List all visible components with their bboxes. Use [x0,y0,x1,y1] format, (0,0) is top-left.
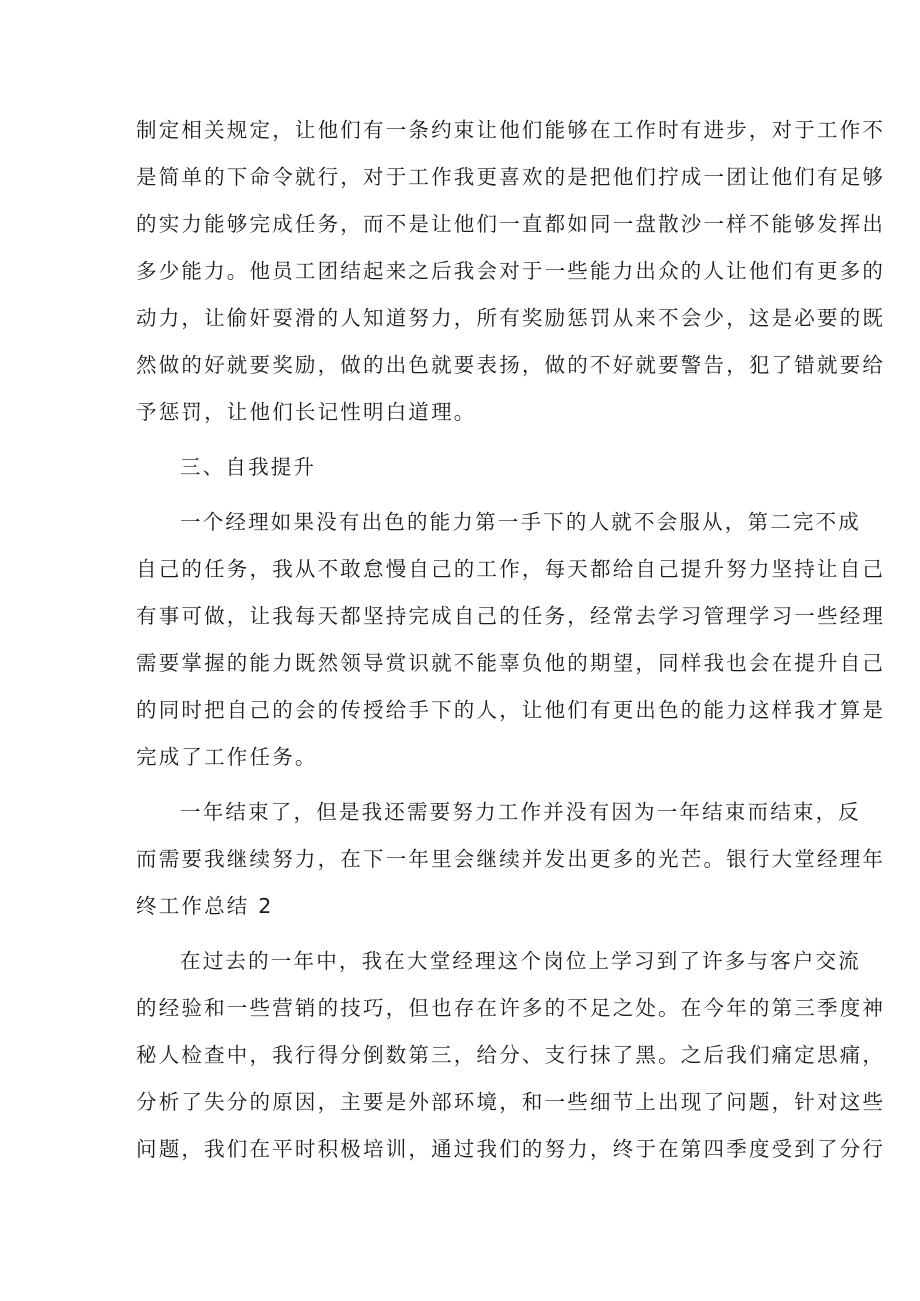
paragraph-line: 秘人检查中，我行得分倒数第三，给分、支行抹了黑。之后我们痛定思痛， [136,1043,886,1067]
paragraph-line: 自己的任务，我从不敢怠慢自己的工作，每天都给自己提升努力坚持让自己 [136,557,886,581]
paragraph-line: 在过去的一年中，我在大堂经理这个岗位上学习到了许多与客户交流 [180,949,861,973]
paragraph-line: 有事可做，让我每天都坚持完成自己的任务，经常去学习管理学习一些经理 [136,604,886,628]
paragraph-line: 是简单的下命令就行，对于工作我更喜欢的是把他们拧成一团让他们有足够 [136,165,886,189]
paragraph-line: 多少能力。他员工团结起来之后我会对于一些能力出众的人让他们有更多的 [136,259,886,283]
paragraph-line: 然做的好就要奖励，做的出色就要表扬，做的不好就要警告，犯了错就要给 [136,353,886,377]
paragraph-line: 予惩罚，让他们长记性明白道理。 [136,400,477,424]
paragraph-line: 动力，让偷奸耍滑的人知道努力，所有奖励惩罚从来不会少，这是必要的既 [136,306,886,330]
paragraph-line: 一个经理如果没有出色的能力第一手下的人就不会服从，第二完不成 [180,510,861,534]
paragraph-line: 完成了工作任务。 [136,745,318,769]
paragraph-line: 终工作总结 2 [136,894,274,918]
paragraph-line: 的实力能够完成任务，而不是让他们一直都如同一盘散沙一样不能够发挥出 [136,212,886,236]
paragraph-line: 而需要我继续努力，在下一年里会继续并发出更多的光芒。银行大堂经理年 [136,847,886,871]
section-heading: 三、自我提升 [180,455,317,479]
paragraph-line: 的经验和一些营销的技巧，但也存在许多的不足之处。在今年的第三季度神 [136,996,886,1020]
paragraph-line: 需要掌握的能力既然领导赏识就不能辜负他的期望，同样我也会在提升自己 [136,651,886,675]
paragraph-line: 一年结束了，但是我还需要努力工作并没有因为一年结束而结束，反 [180,800,861,824]
paragraph-line: 问题，我们在平时积极培训，通过我们的努力，终于在第四季度受到了分行 [136,1137,886,1161]
paragraph-line: 分析了失分的原因，主要是外部环境，和一些细节上出现了问题，针对这些 [136,1090,886,1114]
paragraph-line: 的同时把自己的会的传授给手下的人，让他们有更出色的能力这样我才算是 [136,698,886,722]
paragraph-line: 制定相关规定，让他们有一条约束让他们能够在工作时有进步，对于工作不 [136,118,886,142]
